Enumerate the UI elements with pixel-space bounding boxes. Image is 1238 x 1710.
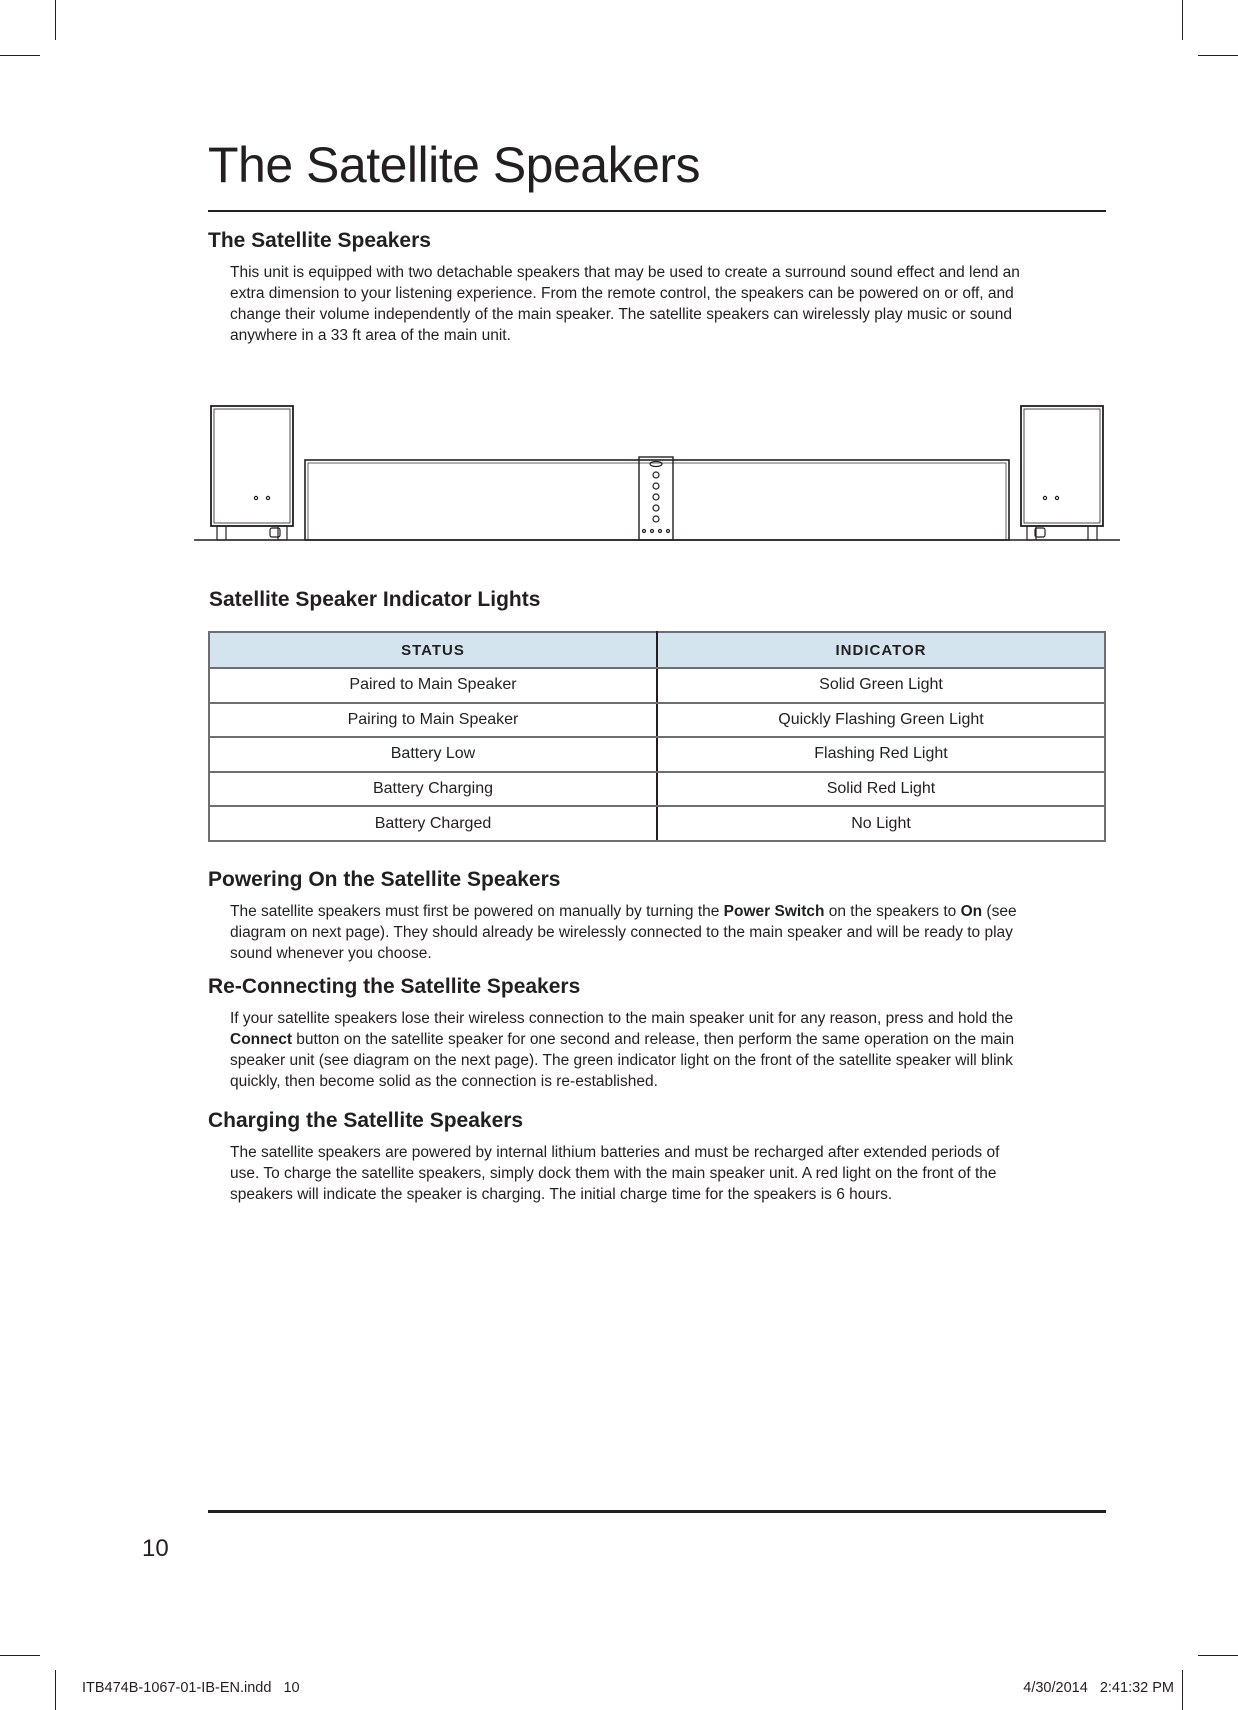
intro-paragraph (230, 262, 1106, 346)
charging-line: use. To charge the satellite speakers, simply dock them with the main speaker unit. A red light on the front of the (230, 1165, 997, 1182)
text-run: The satellite speakers must first be powered on manually by turning the (230, 903, 724, 920)
speaker-diagram (194, 400, 1120, 545)
page-number: 10 (142, 1535, 169, 1562)
crop-mark (0, 1655, 40, 1656)
indicator-heading: Satellite Speaker Indicator Lights (209, 588, 541, 611)
on-term: On (960, 903, 983, 920)
intro-heading: The Satellite Speakers (208, 229, 431, 252)
indicator-cell: Quickly Flashing Green Light (657, 703, 1105, 738)
crop-mark (1182, 0, 1183, 40)
reconnecting-line (230, 1029, 1106, 1050)
connect-term: Connect (230, 1031, 292, 1048)
crop-mark (1198, 1655, 1238, 1656)
powering-line: sound whenever you choose. (230, 945, 432, 962)
powering-line (230, 901, 1106, 922)
powering-heading: Powering On the Satellite Speakers (208, 868, 561, 891)
text-run: button on the satellite speaker for one second and release, then perform the same operation on the main (292, 1031, 1015, 1048)
power-switch-term: Power Switch (723, 903, 825, 920)
table-header-row (209, 632, 1105, 668)
page-title: The Satellite Speakers (208, 137, 701, 193)
reconnecting-heading: Re-Connecting the Satellite Speakers (208, 975, 581, 998)
status-cell: Battery Low (209, 737, 657, 772)
charging-paragraph (230, 1142, 1106, 1205)
text-run: (see (982, 903, 1017, 920)
reconnecting-paragraph (230, 1008, 1106, 1092)
intro-line: This unit is equipped with two detachable speakers that may be used to create a surround sound effect and lend an (230, 264, 1020, 281)
status-cell: Battery Charged (209, 806, 657, 841)
indicator-cell: Flashing Red Light (657, 737, 1105, 772)
table-row (209, 737, 1105, 772)
reconnecting-line: speaker unit (see diagram on the next page). The green indicator light on the front of the satellite speaker will blink (230, 1052, 1013, 1069)
crop-mark (55, 0, 56, 40)
indicator-cell: Solid Green Light (657, 668, 1105, 703)
reconnecting-line: quickly, then become solid as the connection is re-established. (230, 1073, 658, 1090)
intro-line: anywhere in a 33 ft area of the main unit. (230, 327, 511, 344)
column-header: STATUS (209, 632, 657, 668)
status-cell: Battery Charging (209, 772, 657, 807)
slug-timestamp: 4/30/2014 2:41:32 PM (1023, 1680, 1174, 1696)
column-header: INDICATOR (657, 632, 1105, 668)
charging-line: speakers will indicate the speaker is charging. The initial charge time for the speakers is 6 hours. (230, 1186, 893, 1203)
intro-line: change their volume independently of the main speaker. The satellite speakers can wirelessly play music or sound (230, 306, 1013, 323)
right-satellite-speaker (1021, 406, 1103, 540)
text-run: on the speakers to (824, 903, 961, 920)
indicator-cell: No Light (657, 806, 1105, 841)
charging-line: The satellite speakers are powered by internal lithium batteries and must be recharged after extended periods of (230, 1144, 1000, 1161)
table-row (209, 703, 1105, 738)
left-satellite-speaker (211, 406, 293, 540)
table-row (209, 668, 1105, 703)
powering-paragraph (230, 901, 1106, 964)
table-row (209, 806, 1105, 841)
title-rule (208, 210, 1106, 212)
status-cell: Pairing to Main Speaker (209, 703, 657, 738)
indicator-table (208, 631, 1106, 842)
main-sound-bar (305, 457, 1009, 540)
crop-mark (55, 1670, 56, 1710)
reconnecting-line: If your satellite speakers lose their wireless connection to the main speaker unit for any reason, press and hold the (230, 1010, 1014, 1027)
intro-line: extra dimension to your listening experience. From the remote control, the speakers can be powered on or off, and (230, 285, 1014, 302)
table-row (209, 772, 1105, 807)
crop-mark (1198, 55, 1238, 56)
charging-heading: Charging the Satellite Speakers (208, 1109, 524, 1132)
status-cell: Paired to Main Speaker (209, 668, 657, 703)
crop-mark (1182, 1670, 1183, 1710)
footer-rule (208, 1510, 1106, 1513)
powering-line: diagram on next page). They should already be wirelessly connected to the main speaker and will be ready to play (230, 924, 1013, 941)
slug-filename: ITB474B-1067-01-IB-EN.indd 10 (82, 1680, 300, 1696)
indicator-cell: Solid Red Light (657, 772, 1105, 807)
crop-mark (0, 55, 40, 56)
